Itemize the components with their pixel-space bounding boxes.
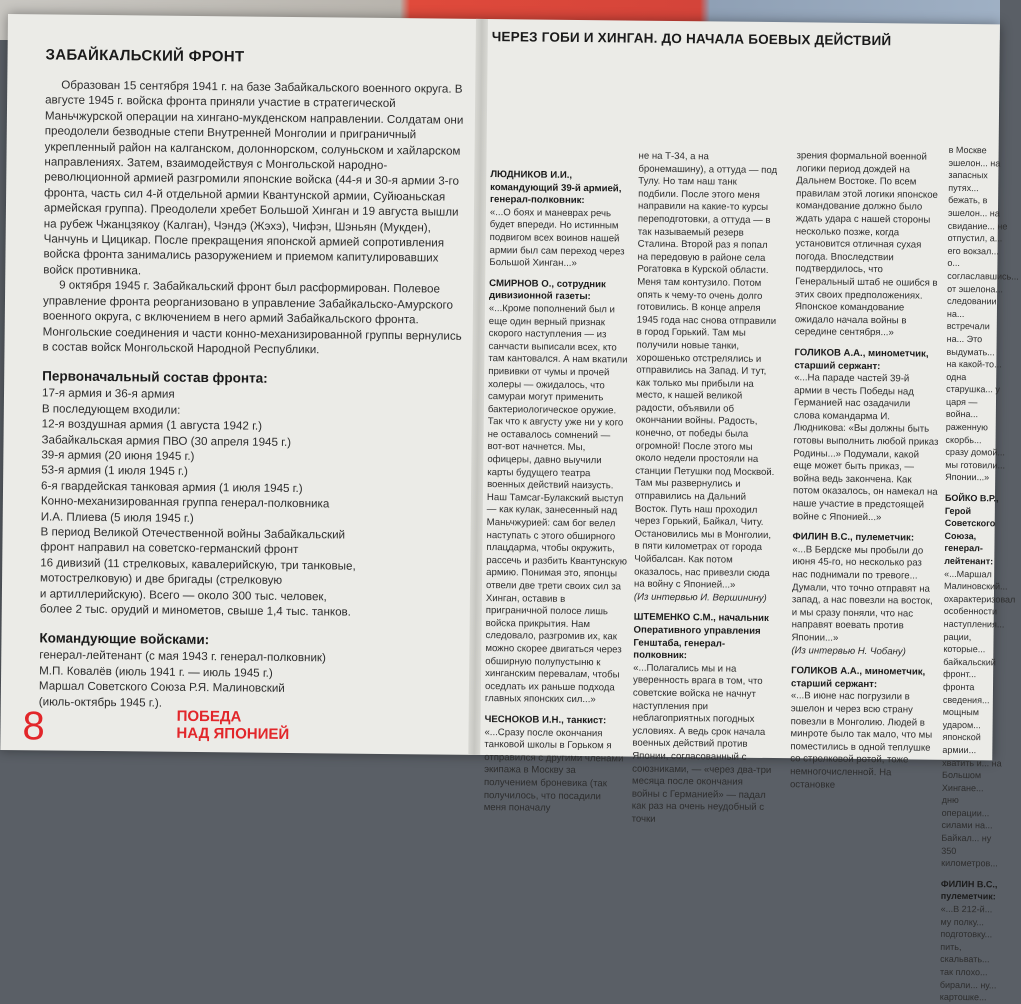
page-number: 8	[22, 704, 46, 749]
quote-author: ЧЕСНОКОВ И.Н., танкист:	[484, 713, 607, 727]
intro-paragraph: Образован 15 сентября 1941 г. на базе Забайкальского военного округа. В августе 1945 г. войска фронта приняли участие в стратегической Маньчжурской операции на хингано-мукденском направлении. Солдатам они преодолели безводные степи Внутренней Монголии и приграничный укрепленный район на калганском, долоннорском, солуньском и хайларском направлениях. Затем, взаимодействуя с Монгольской народно-революционной армией разгромили японские войска (44-я и 30-я армии 3-го фронта, часть сил 4-й отдельной армии Квантунской армии, Суйюаньская армейская группа). Преодолели хребет Большой Хинган и 19 августа вышли на рубеж Чжанцзякоу (Калган), Чэндэ (Жэхэ), Чифэн, Шэньян (Мукден), Чанчунь и Цицикар. После прекращения японской армией сопротивления войска фронта занимались разоружением и приемом капитулировавших войск противника.	[43, 78, 464, 278]
right-page-title: ЧЕРЕЗ ГОБИ И ХИНГАН. ДО НАЧАЛА БОЕВЫХ ДЕЙСТВИЙ	[491, 29, 892, 49]
quote-author: ЛЮДНИКОВ И.И., командующий 39-й армией, генерал-полковник:	[490, 169, 622, 207]
quote-text: «...Полагались мы и на уверенность врага в том, что советские войска не начнут наступления при неблагоприятных погодных условиях. А ведь срок начала военных действий против Японии, согласованный с союзниками, — «через два-три месяца после окончания войны с Германией» — падал как раз на очень неудобный с точки	[631, 662, 772, 825]
text-column-4	[939, 144, 1019, 1004]
quote-text: «...В июне нас погрузили в эшелон и через всю страну повезли в Монголию. Людей в минроте было так мало, что мы поместились в одной теплушке со стрелковой ротой, тоже немногочисленной. На остановке	[789, 690, 933, 791]
commander-line: М.П. Ковалёв (июль 1941 г. — июль 1945 г.)	[39, 664, 273, 680]
composition-line: И.А. Плиева (5 июля 1945 г.)	[40, 509, 194, 525]
composition-line: и артиллерийскую). Всего — около 300 тыс. человек,	[39, 586, 327, 603]
quote-text: «...В 212-й... му полку... подготовку... пить, скальвать... так плохо... бирали... ну... картошке...	[939, 903, 997, 1003]
composition-line: 12-я воздушная армия (1 августа 1942 г.)	[41, 417, 263, 433]
quote-author: ШТЕМЕНКО С.М., начальник Оперативного управления Генштаба, генерал-полковник:	[633, 611, 769, 662]
magazine-spread	[0, 14, 1019, 1003]
quote-text: «...В Бердске мы пробыли до июня 45-го, но несколько раз нас поднимали по тревоге... Думали, что точно отправят на запад, а нас повезли на восток, и мы сразу поняли, что нас направят воевать против Японии...»	[791, 544, 933, 644]
interview-source: (Из интервью Н. Чобану)	[791, 644, 906, 657]
composition-line: Конно-механизированная группа генерал-полковника	[40, 494, 330, 511]
composition-line: более 2 тыс. орудий и минометов, свыше 1,4 тыс. танков.	[39, 602, 352, 619]
magazine-brand	[176, 708, 289, 743]
quote-author: ГОЛИКОВ А.А., минометчик, старший сержант:	[794, 347, 929, 372]
commander-line: (июль-октябрь 1945 г.).	[38, 694, 163, 710]
composition-line: 17-я армия и 36-я армия	[41, 386, 175, 402]
quote-text: «...Сразу после окончания танковой школы в Горьком я отправился с другими членами экипажа в Москву за получением броневика (так получилось, что посадили меня поначалу	[483, 726, 624, 814]
brand-line: ПОБЕДА	[176, 707, 242, 726]
quote-author: БОЙКО В.Р., Герой Советского Союза, генерал-лейтенант:	[944, 492, 999, 567]
commanders-list	[39, 648, 460, 714]
composition-line: 6-я гвардейская танковая армия (1 июля 1945 г.)	[40, 479, 303, 495]
quote-author: ГОЛИКОВ А.А., минометчик, старший сержант:	[790, 665, 926, 690]
composition-line: 16 дивизий (11 стрелковых, кавалерийскую, три танковые,	[40, 556, 356, 573]
left-page	[39, 46, 466, 713]
quote-author: ФИЛИН В.С., пулеметчик:	[792, 531, 915, 544]
quote-author: ФИЛИН В.С., пулеметчик:	[940, 878, 998, 902]
commander-line: Маршал Советского Союза Р.Я. Малиновский	[38, 679, 285, 696]
quote-text: зрения формальной военной логики период дождей на Дальнем Востоке. По всем правилам этой логики японское командование должно было ждать удара с нашей стороны несколько позже, когда установится отличная сухая погода. Впоследствии подтвердилось, что Генеральный штаб не ошибся в этих своих предположениях. Японское командование ожидало начала войны в середине сентября...»	[794, 150, 938, 339]
text-column-1	[484, 169, 633, 816]
composition-line: В период Великой Отечественной войны Забайкальский	[40, 525, 346, 542]
text-column-2	[632, 151, 779, 828]
left-page-title: ЗАБАЙКАЛЬСКИЙ ФРОНТ	[45, 46, 245, 66]
composition-line: 53-я армия (1 июля 1945 г.)	[41, 463, 189, 479]
quote-text: «...Кроме пополнений был и еще один верный признак скорого наступления — из санчасти выписали всех, кто там кантовался. А нам вкатили прививки от чумы и прочей холеры — ожидалось, что самураи могут применить бактериологическое оружие. Так что к августу уже ни у кого не оставалось сомнений — вот-вот начнется. Мы, офицеры, давно выучили карты будущего театра военных действий наизусть. Наш Тамсаг-Булакский выступ — как кулак, занесенный над Маньчжурией: сам бог велел наступать с этого обширного плацдарма, чтобы окружить, рассечь и разбить Квантунскую армию. Понимая это, японцы отвели две трети своих сил за Хинган, оставив в приграничной полосе лишь войска прикрытия. Нам следовало, разгромив их, как можно скорее двигаться через обширную полупустыню к хинганским перевалам, чтобы оседлать их раньше подхода главных японских сил...»	[484, 302, 628, 706]
quote-text: «...О боях и маневрах речь будет впереди. Но истинным подвигом всех воинов нашей армии был сам переход через Большой Хинган...»	[489, 206, 625, 270]
composition-line: Забайкальская армия ПВО (30 апреля 1945 г.)	[41, 432, 292, 449]
quote-text: «...Маршал Малиновский... охарактеризовал особенности наступления... рации, которые... байкальский фронт... фронта сведения... мощным ударом... японской армии... хватить и... на Большом Хингане... дню операции... силами на... Байкал... ну 350 километров...	[941, 568, 1016, 869]
interview-source: (Из интервью И. Вершинину)	[633, 591, 767, 604]
quote-text: в Москве эшелон... на запасных путях... бежать, в эшелон... на свидание... не отпустил, а... его вокзал... о... соглаславшись... от эшелона... следовании на... встречали на... Это выдумать... на какой-то... одна старушка... у царя — война... раженную скорбь... сразу домой... мы готовили... Японии...»	[945, 144, 1019, 483]
commander-line: генерал-лейтенант (с мая 1943 г. генерал-полковник)	[39, 648, 326, 665]
composition-list	[40, 386, 462, 621]
intro-text	[42, 77, 465, 359]
quote-author: СМИРНОВ О., сотрудник дивизионной газеты:	[489, 277, 606, 303]
brand-line: НАД ЯПОНИЕЙ	[176, 724, 290, 743]
commanders-heading: Командующие войсками:	[39, 630, 210, 648]
composition-heading: Первоначальный состав фронта:	[42, 368, 268, 387]
quote-text: «...На параде частей 39-й армии в честь Победы над Германией нас озадачили слова командарма И. Людникова: «Вы должны быть готовы выполнить любой приказ Родины...» Подумали, какой еще может быть приказ, — война ведь закончена. Как потом оказалось, он намекал на наше участие в предстоящей войне с Японией...»	[792, 372, 939, 523]
quote-text: не на Т-34, а на бронемашину), а оттуда — под Тулу. Но там наш танк подбили. После этого меня направили на какие-то курсы переподготовки, а оттуда — в так называемый резерв Сталина. Второй раз я попал на передовую в районе села Рогатовка в Курской области. Меня там контузило. Потом опять к чему-то очень долго готовились. В конце апреля 1945 года нас снова отправили в город Горький. Там мы получили новые танки, хорошенько отстрелялись и отправились на Запад. И тут, как только мы прибыли на место, к нашей великой радости, объявили об окончании войны. Радость, конечно, от победы была огромной! После этого мы около недели простояли на станции Петушки под Москвой. Там мы развернулись и отправились на Дальний Восток. Путь наш проходил через Горький, Байкал, Читу. Остановились мы в Монголии, в пяти километрах от города Чойбалсан. Как потом оказалось, нас привезли сюда на войну с Японией...»	[634, 150, 778, 591]
composition-line: В последующем входили:	[41, 402, 181, 417]
composition-line: мотострелковую) и две бригады (стрелковую	[40, 571, 283, 588]
intro-paragraph: 9 октября 1945 г. Забайкальский фронт был расформирован. Полевое управление фронта реорганизовано в управление Забайкальско-Амурского военного округа, с включением в него армий Забайкальского фронта. Монгольские соединения и части конно-механизированной группы вернулись в состав войск Монгольской Народной Республики.	[42, 278, 462, 357]
text-column-3	[790, 150, 942, 793]
composition-line: фронт направил на советско-германский фронт	[40, 540, 299, 557]
composition-line: 39-я армия (20 июня 1945 г.)	[41, 448, 195, 463]
